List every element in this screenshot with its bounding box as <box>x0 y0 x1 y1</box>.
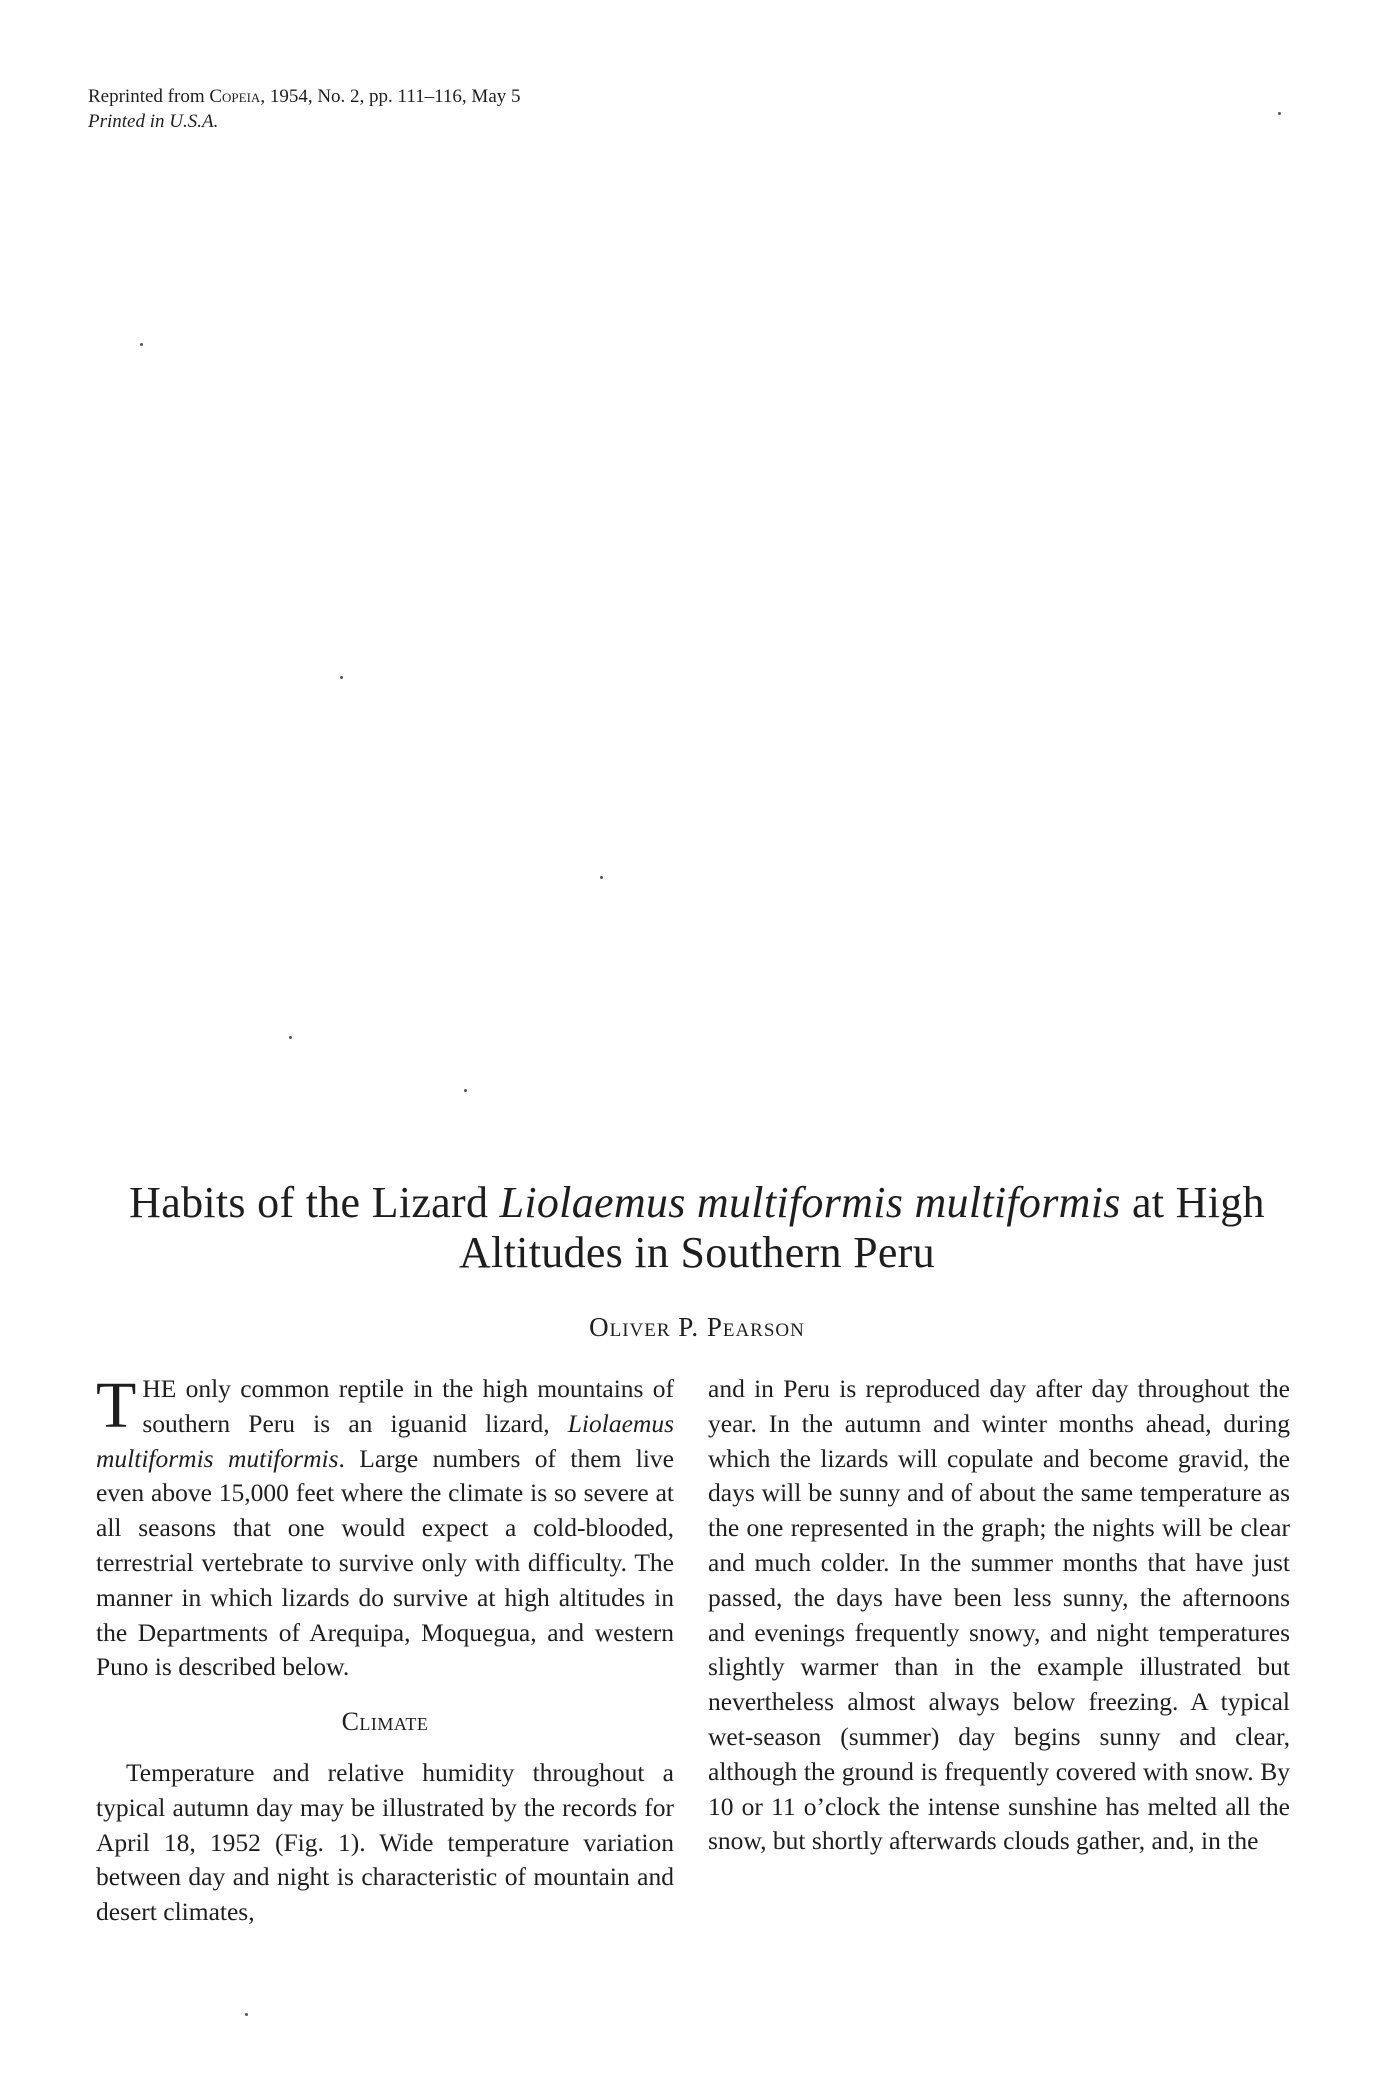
title-text-end: at High <box>1120 1178 1265 1227</box>
scan-speck <box>289 1036 292 1039</box>
intro-text-end: . Large numbers of them live even above 15,000 feet where the climate is so severe at all seasons that one would expect a cold-blooded, terrestrial vertebrate to survive only with difficulty. The manner in which lizards do survive at high altitudes in the Departments of Arequipa, Moquegua, and western Puno is described below. <box>96 1443 675 1682</box>
scan-speck <box>464 1089 467 1092</box>
climate-paragraph: Temperature and relative humidity throughout a typical autumn day may be illustrated by the records for April 18, 1952 (Fig. 1). Wide temperature variation between day and night is characteristic of mountain and desert climates, <box>96 1757 674 1927</box>
scan-speck <box>600 876 603 879</box>
printed-in: Printed in U.S.A. <box>88 111 219 132</box>
journal-name: Copeia <box>209 86 261 107</box>
scan-speck <box>245 2013 248 2016</box>
scan-speck <box>340 676 343 679</box>
reprint-citation <box>88 84 521 109</box>
right-column <box>708 1372 1290 1859</box>
drop-cap: T <box>96 1369 137 1442</box>
scan-speck <box>1278 112 1281 115</box>
title-line-1 <box>0 1178 1394 1228</box>
intro-species: Liolaemus multiformis mutiformis <box>96 1408 674 1473</box>
reprint-header <box>88 84 521 134</box>
title-species: Liolaemus multiformis multiformis <box>499 1178 1121 1227</box>
title-text: Habits of the Lizard <box>129 1178 500 1227</box>
left-column <box>96 1369 675 1930</box>
title-line-2: Altitudes in Southern Peru <box>459 1228 935 1277</box>
reprint-prefix: Reprinted from <box>88 86 210 107</box>
scan-speck <box>140 343 143 346</box>
intro-text: HE only common reptile in the high mountains of southern Peru is an iguanid lizard, <box>142 1374 674 1438</box>
right-paragraph: and in Peru is reproduced day after day throughout the year. In the autumn and winter months ahead, during which the lizards will copulate and become gravid, the days will be sunny and of about the same temperature as the one represented in the graph; the nights will be clear and much colder. In the summer months that have just passed, the days have been less sunny, the afternoons and evenings frequently snowy, and night temperatures slightly warmer than in the example illustrated but nevertheless almost always below freezing. A typical wet-season (summer) day begins sunny and clear, although the ground is frequently covered with snow. By 10 or 11 o’clock the intense sunshine has melted all the snow, but shortly afterwards clouds gather, and, in the <box>708 1374 1290 1856</box>
reprint-suffix: , 1954, No. 2, pp. 111–116, May 5 <box>260 86 521 107</box>
section-heading-climate: Climate <box>341 1707 429 1737</box>
intro-paragraph <box>96 1369 675 1685</box>
author-name: Oliver P. Pearson <box>589 1312 805 1342</box>
article-title <box>0 1178 1394 1278</box>
